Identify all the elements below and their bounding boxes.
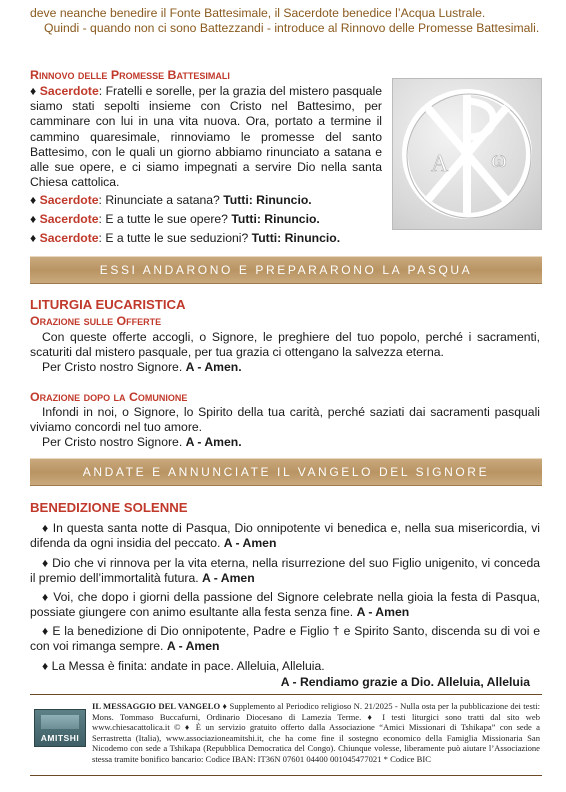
comunione-close: Per Cristo nostro Signore. A - Amen. <box>42 435 242 449</box>
bullet-icon: ♦ <box>42 624 49 638</box>
alpha-letter: A <box>431 151 449 177</box>
response: A - Amen. <box>185 360 242 374</box>
logo-text: AMITSHI <box>40 733 80 743</box>
building-icon <box>41 715 79 729</box>
rinnovo-paragraph <box>30 84 382 190</box>
bullet-icon: ♦ <box>30 193 37 207</box>
response: A - Amen <box>166 639 220 654</box>
dismissal: ♦ La Messa è finita: andate in pace. Alleluia, Alleluia. <box>42 659 325 673</box>
footer-title: IL MESSAGGIO DEL VANGELO ♦ <box>92 701 228 711</box>
bullet-icon: ♦ <box>30 84 37 98</box>
bullet-icon: ♦ <box>42 590 50 604</box>
response: Tutti: Rinuncio. <box>231 212 320 226</box>
blessing-item-2: ♦ Dio che vi rinnova per la vita eterna, nella risurrezione del suo Figlio unigenito, vi conceda il premio dell’immortalità futura. A - Amen <box>30 556 540 586</box>
liturgia-heading: LITURGIA EUCARISTICA <box>30 297 186 312</box>
comunione-text: Infondi in noi, o Signore, lo Spirito della tua carità, perché saziati dai sacramenti pasquali viviamo concordi nel tuo amore. <box>30 405 540 435</box>
rinnovo-question-1: ♦ Sacerdote: Rinunciate a satana? Tutti: Rinuncio. <box>30 193 312 207</box>
bullet-icon: ♦ <box>42 556 49 570</box>
response: A - Amen <box>223 536 277 551</box>
omega-letter: ω <box>491 147 507 173</box>
response: Tutti: Rinuncio. <box>223 193 312 207</box>
rinnovo-heading: Rinnovo delle Promesse Battesimali <box>30 68 230 82</box>
bullet-icon: ♦ <box>42 659 49 673</box>
chi-rho-icon <box>393 79 541 229</box>
speaker-label: Sacerdote <box>39 231 99 245</box>
response: A - Amen <box>202 571 255 586</box>
bullet-icon: ♦ <box>30 231 37 245</box>
response: A - Amen. <box>185 435 242 449</box>
section-band-1: ESSI ANDARONO E PREPARARONO LA PASQUA <box>30 256 542 284</box>
intro-paragraph <box>30 6 540 36</box>
speaker-label: Sacerdote <box>39 193 99 207</box>
blessing-item-4: ♦ E la benedizione di Dio onnipotente, Padre e Figlio † e Spirito Santo, discenda su di voi e con voi rimanga sempre. A - Amen <box>30 624 541 654</box>
comunione-title: Orazione dopo la Comunione <box>30 390 188 404</box>
response: Tutti: Rinuncio. <box>251 231 341 245</box>
response: A - Amen <box>356 605 410 620</box>
offerte-text: Con queste offerte accogli, o Signore, le preghiere del tuo popolo, perché i sacramenti, scaturiti dal mistero pasquale, per tua grazia ci ottengano la salvezza eterna. <box>30 330 540 360</box>
section-band-2: ANDATE E ANNUNCIATE IL VANGELO DEL SIGNORE <box>30 458 542 486</box>
rinnovo-question-3: ♦ Sacerdote: E a tutte le sue seduzioni? Tutti: Rinuncio. <box>30 231 341 245</box>
footer <box>30 694 542 776</box>
final-response: A - Rendiamo grazie a Dio. Alleluia, Alleluia <box>280 675 530 689</box>
intro-line-1: deve neanche benedire il Fonte Battesimale, il Sacerdote benedice l’Acqua Lustrale. <box>30 6 486 20</box>
footer-body: Supplemento al Periodico religioso N. 21/2025 - Nulla osta per la pubblicazione dei testi: Mons. Tommaso Buccafurni, Ordinario Diocesano di Lamezia Terme. ♦ I testi liturgici sono tratti dal sito web www.chiesacattolica.it © ♦ È un servizio gratuito offerto dalla Associazione “Amici Missionari di Tshikapa” con sede a Serrastretta (Italia), www.associazioneamitshi.it, che ha come fine il sostegno economico della Famiglia Missionaria San Nicodemo con sede a Tshikapa (Repubblica Democratica del Congo). Chiunque volesse, liberamente può aiutare l’Associazione stessa tramite bonifico bancario: Codice IBAN: IT36N 07601 04400 001045477021 * Codice BIC <box>92 701 540 764</box>
offerte-close: Per Cristo nostro Signore. A - Amen. <box>42 360 242 374</box>
footer-text <box>92 701 540 765</box>
bullet-icon: ♦ <box>30 212 37 226</box>
blessing-item-3: ♦ Voi, che dopo i giorni della passione del Signore celebrate nella gioia la festa di Pasqua, possiate giungere con animo esultante alla festa senza fine. A - Amen <box>30 590 541 620</box>
rinnovo-text: : Fratelli e sorelle, per la grazia del mistero pasquale siamo stati sepolti insieme con Cristo nel Battesimo, per camminare con lui in una vita nuova. Ora, portato a termine il cammino quaresimale, rinnoviamo le promesse del santo Battesimo, con le quali un giorno abbiamo rinunciato a satana e alle sue opere, e ci siamo impegnati a servire Dio nella santa Chiesa cattolica. <box>30 84 383 190</box>
blessing-item-1: ♦ In questa santa notte di Pasqua, Dio onnipotente vi benedica e, nella sua misericordia, vi difenda da ogni insidia del peccato. A - Amen <box>30 521 541 551</box>
offerte-title: Orazione sulle Offerte <box>30 314 162 328</box>
bullet-icon: ♦ <box>42 521 49 535</box>
speaker-label: Sacerdote <box>39 84 99 98</box>
speaker-label: Sacerdote <box>39 212 99 226</box>
rinnovo-question-2: ♦ Sacerdote: E a tutte le sue opere? Tutti: Rinuncio. <box>30 212 320 226</box>
benedizione-heading: BENEDIZIONE SOLENNE <box>30 500 188 515</box>
amitshi-logo <box>34 709 86 747</box>
intro-line-2: Quindi - quando non ci sono Battezzandi - introduce al Rinnovo delle Promesse Battesimali. <box>44 21 540 36</box>
chi-rho-seal-image <box>392 78 542 230</box>
